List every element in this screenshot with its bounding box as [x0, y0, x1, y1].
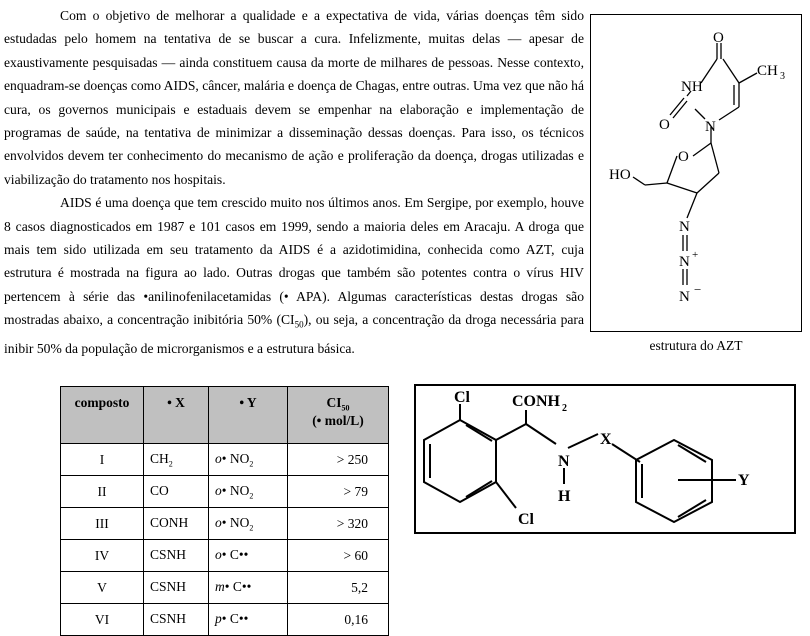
- header-y: • Y: [209, 387, 288, 444]
- azt-label: N: [705, 119, 716, 135]
- paragraph-2-a: AIDS é uma doença que tem crescido muito nos últimos anos. Em Sergipe, por exemplo, houve 8 casos diagnosticados em 1987 e 101 casos em 1999, sendo a maioria deles em Aracaju. A droga que mais tem sido utilizada em seu tratamento da AIDS é a azidotimidina, conhecida como AZT, cuja estrutura é mostrada na figura ao lado. Outras drogas que também são potentes contra o vírus HIV pertencem à série das: [4, 195, 584, 304]
- x-value: CSNH: [150, 610, 187, 626]
- cell-y: [209, 476, 288, 508]
- cell-composto: V: [61, 572, 144, 604]
- cell-x: [144, 572, 209, 604]
- cell-ci50: > 320: [288, 508, 389, 540]
- azt-label: +: [692, 249, 699, 261]
- azt-label: 3: [780, 71, 785, 82]
- azt-atom-labels: [609, 30, 785, 305]
- scaffold-label-y: Y: [738, 472, 750, 489]
- x-sub: 2: [168, 459, 173, 469]
- y-position: p: [215, 610, 222, 626]
- intro-text: [4, 4, 584, 361]
- azt-label: NH: [681, 79, 703, 95]
- cell-ci50: 0,16: [288, 604, 389, 636]
- cell-x: [144, 444, 209, 476]
- y-value: • NO: [221, 482, 250, 498]
- y-sub: 2: [249, 459, 254, 469]
- cell-x: [144, 508, 209, 540]
- scaffold-label-cl: Cl: [454, 389, 470, 406]
- table-row: [61, 444, 389, 476]
- x-value: CSNH: [150, 546, 187, 562]
- cell-y: [209, 540, 288, 572]
- azt-label: O: [678, 149, 689, 165]
- cell-composto: II: [61, 476, 144, 508]
- cell-composto: I: [61, 444, 144, 476]
- x-value: CH: [150, 450, 169, 466]
- cell-ci50: > 250: [288, 444, 389, 476]
- y-position: o: [215, 450, 222, 466]
- y-position: m: [215, 578, 225, 594]
- cell-ci50: 5,2: [288, 572, 389, 604]
- y-value: • C••: [224, 578, 252, 594]
- azt-label: O: [713, 30, 724, 46]
- cell-y: [209, 572, 288, 604]
- azt-label: HO: [609, 167, 631, 183]
- y-value: • NO: [221, 450, 250, 466]
- y-position: o: [215, 482, 222, 498]
- cell-y: [209, 444, 288, 476]
- ci-sub: 50: [341, 403, 350, 413]
- table-row: [61, 476, 389, 508]
- paragraph-1: Com o objetivo de melhorar a qualidade e a expectativa de vida, várias doenças têm sido estudadas pelo homem na tentativa de se buscar a cura. Infelizmente, muitas delas — apesar de exaustivamente pesquisadas — ainda constituem causa da morte de milhares de pessoas. Nesse contexto, enquadram-se doenças como AIDS, câncer, malária e doença de Chagas, entre outras. Uma vez que não há cura, os governos municipais e estaduais devem se empenhar na elaboração e implementação de programas de saúde, na tentativa de minimizar a disseminação dessas doenças. Para isso, os técnicos envolvidos devem ter conhecimento do mecanismo de ação e proliferação da doença, drogas utilizadas e viabilização do tratamento nos hospitais.: [4, 8, 584, 187]
- y-sub: 2: [249, 491, 254, 501]
- table-row: [61, 540, 389, 572]
- azt-label: −: [694, 282, 702, 297]
- cell-ci50: > 79: [288, 476, 389, 508]
- header-x: • X: [144, 387, 209, 444]
- table-row: [61, 572, 389, 604]
- y-position: o: [215, 514, 222, 530]
- ci-subscript: 50: [294, 320, 304, 330]
- compound-table: [60, 386, 389, 636]
- cell-composto: III: [61, 508, 144, 540]
- azt-label: N: [679, 219, 690, 235]
- x-value: CONH: [150, 514, 189, 530]
- azt-label: N: [679, 289, 690, 305]
- scaffold-label-cl: Cl: [518, 511, 534, 528]
- azt-label: CH: [757, 63, 778, 79]
- scaffold-label-conh2: CONH: [512, 393, 560, 410]
- cell-x: [144, 604, 209, 636]
- paragraph-2: [4, 191, 584, 361]
- ci-label: CI: [326, 395, 342, 410]
- y-position: o: [215, 546, 222, 562]
- paragraph-2-c: ), ou seja, a concentração da droga necessária para inibir 50% da população de microrganismos e a estrutura básica.: [4, 312, 584, 357]
- scaffold-label-x: X: [600, 431, 612, 448]
- scaffold-structure-svg: [416, 386, 794, 532]
- cell-composto: IV: [61, 540, 144, 572]
- ci-unit: (• mol/L): [312, 412, 364, 428]
- azt-label: N: [679, 254, 690, 270]
- table-row: [61, 604, 389, 636]
- cell-y: [209, 604, 288, 636]
- cell-ci50: > 60: [288, 540, 389, 572]
- y-sub: 2: [249, 523, 254, 533]
- table-row: [61, 508, 389, 540]
- scaffold-label-h: H: [558, 488, 571, 505]
- header-ci50: [288, 387, 389, 444]
- scaffold-labels: [454, 389, 750, 528]
- y-value: • C••: [221, 610, 249, 626]
- azt-label: O: [659, 117, 670, 133]
- y-value: • C••: [221, 546, 249, 562]
- header-composto: composto: [61, 387, 144, 444]
- scaffold-label-n: N: [558, 453, 570, 470]
- x-value: CO: [150, 482, 169, 498]
- scaffold-structure-figure: [414, 384, 796, 534]
- paragraph-2-b: •anilinofenilacetamidas (• APA). Algumas características destas drogas são mostradas abaixo, a concentração inibitória 50% (CI: [4, 288, 585, 328]
- cell-y: [209, 508, 288, 540]
- table-header-row: [61, 387, 389, 444]
- cell-x: [144, 540, 209, 572]
- azt-structure-svg: [591, 15, 803, 333]
- table-body: [61, 444, 389, 636]
- cell-x: [144, 476, 209, 508]
- x-value: CSNH: [150, 578, 187, 594]
- cell-composto: VI: [61, 604, 144, 636]
- y-value: • NO: [221, 514, 250, 530]
- azt-caption: estrutura do AZT: [649, 338, 743, 353]
- azt-structure-figure: [590, 14, 802, 332]
- scaffold-label-conh2-sub: 2: [562, 403, 567, 414]
